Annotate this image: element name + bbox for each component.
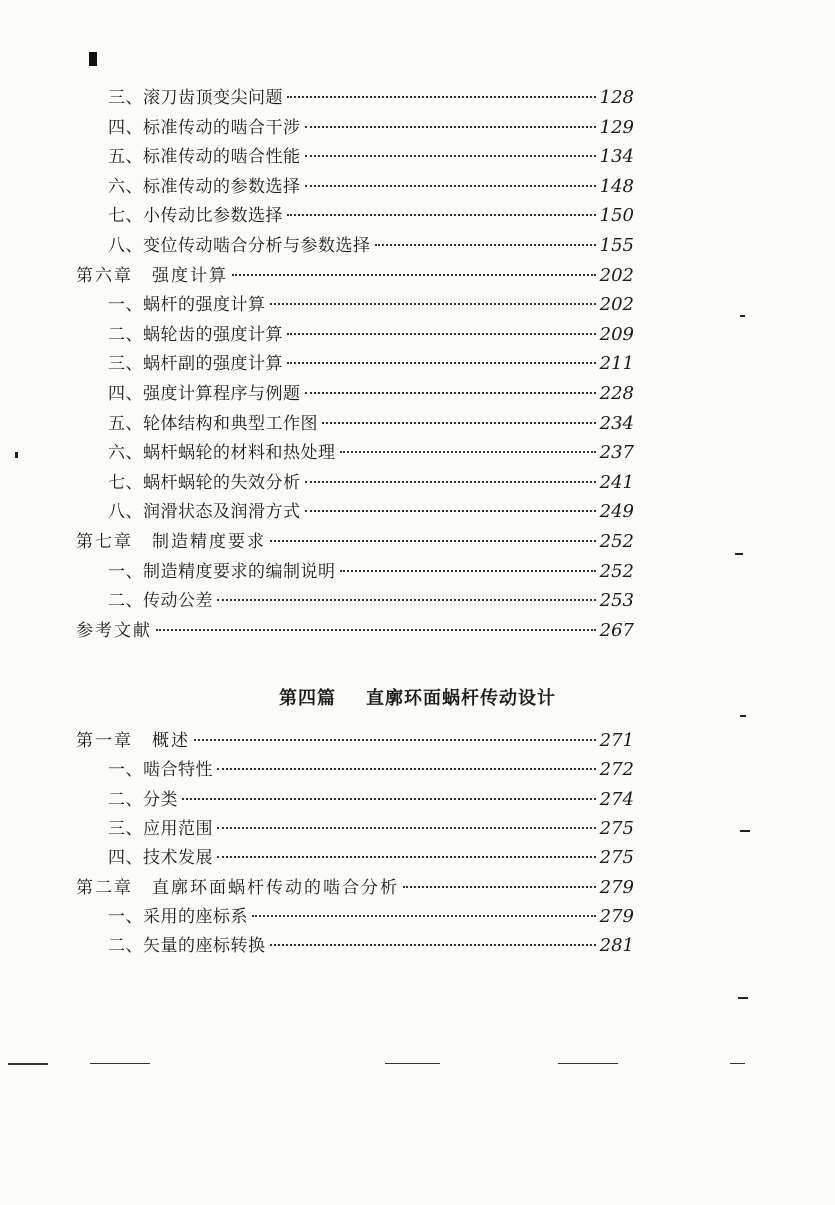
- toc-entry-title: 一、蜗杆的强度计算: [108, 295, 266, 316]
- toc-section-row: [108, 932, 634, 960]
- dot-leader: [375, 244, 596, 246]
- toc-section-row: [108, 173, 634, 201]
- dot-leader: [340, 570, 596, 572]
- toc-section-row: [108, 558, 634, 586]
- toc-section-row: [108, 903, 634, 931]
- toc-section-row: [108, 202, 634, 230]
- toc-page-number: 241: [599, 471, 634, 493]
- dot-leader: [305, 155, 596, 157]
- toc-entry-title: 参考文献: [76, 620, 152, 641]
- toc-section-row: [108, 498, 634, 526]
- toc-section-row: [108, 410, 634, 438]
- toc-page-number: 129: [599, 116, 634, 138]
- dot-leader: [217, 856, 596, 858]
- toc-entry-title: 七、蜗杆蜗轮的失效分析: [108, 472, 301, 493]
- toc-entry-title: 二、蜗轮齿的强度计算: [108, 324, 283, 345]
- toc-section-row: [108, 756, 634, 784]
- toc-entry-title: 三、滚刀齿顶变尖问题: [108, 88, 283, 108]
- dot-leader: [182, 798, 596, 800]
- toc-page-number: 279: [599, 905, 634, 927]
- toc-page-number: 211: [599, 353, 634, 375]
- toc-page-number: 202: [599, 264, 634, 286]
- scan-speck: [735, 553, 743, 555]
- toc-entry-title: 三、应用范围: [108, 818, 213, 839]
- toc-chapter-row: [76, 528, 634, 556]
- toc-entry-title: 一、采用的座标系: [108, 906, 248, 927]
- scan-speck: [740, 315, 745, 317]
- toc-chapter-row: [76, 617, 634, 645]
- toc-entry-title: 四、强度计算程序与例题: [108, 384, 301, 404]
- toc-section-row: [108, 439, 634, 467]
- toc-section-row: [108, 291, 634, 319]
- scan-rule: [730, 1063, 745, 1064]
- toc-page-number: 128: [599, 87, 634, 108]
- dot-leader: [305, 510, 596, 512]
- toc-entry-title: 五、轮体结构和典型工作图: [108, 413, 318, 434]
- dot-leader: [305, 126, 596, 128]
- toc-section-row: [108, 321, 634, 349]
- toc-entry-title: 第七章 制造精度要求: [76, 532, 266, 552]
- toc-page-number: 275: [599, 817, 634, 839]
- toc-page-number: 252: [599, 560, 634, 582]
- toc-page-number: 202: [599, 294, 634, 316]
- toc-entry-title: 七、小传动比参数选择: [108, 206, 283, 227]
- dot-leader: [305, 481, 596, 483]
- toc-entry-title: 八、润滑状态及润滑方式: [108, 502, 301, 523]
- toc-page-number: 237: [599, 442, 634, 464]
- dot-leader: [232, 274, 596, 276]
- dot-leader: [322, 422, 596, 424]
- dot-leader: [252, 915, 596, 917]
- toc-section-row: [108, 114, 634, 142]
- toc-entry-title: 一、制造精度要求的编制说明: [108, 561, 336, 582]
- scan-rule: [385, 1063, 440, 1064]
- toc-page-number: 249: [599, 501, 634, 523]
- dot-leader: [217, 599, 596, 601]
- toc-chapter-row: [76, 874, 634, 902]
- toc-entry-title: 六、蜗杆蜗轮的材料和热处理: [108, 443, 336, 464]
- scan-rule: [90, 1063, 150, 1064]
- dot-leader: [287, 362, 596, 364]
- toc-entry-title: 第一章 概述: [76, 731, 190, 751]
- toc-page-number: 150: [599, 205, 634, 227]
- toc-section-row: [108, 143, 634, 171]
- toc-section-row: [108, 815, 634, 843]
- dot-leader: [194, 739, 596, 741]
- dot-leader: [156, 629, 596, 631]
- dot-leader: [340, 451, 596, 453]
- toc-entry-title: 第六章 强度计算: [76, 265, 228, 286]
- dot-leader: [270, 944, 596, 946]
- scan-speck: [740, 715, 746, 717]
- toc-page-number: 274: [599, 788, 634, 810]
- toc-entry-title: 四、标准传动的啮合干涉: [108, 117, 301, 138]
- toc-page-number: 275: [599, 847, 634, 869]
- toc-section-row: [108, 350, 634, 378]
- toc-section-row: [108, 786, 634, 814]
- toc-page-number: 252: [599, 531, 634, 552]
- toc-entry-title: 二、分类: [108, 789, 178, 810]
- toc-entry-title: 六、标准传动的参数选择: [108, 176, 301, 197]
- toc-page-number: 148: [599, 175, 634, 197]
- toc-page-number: 234: [599, 412, 634, 434]
- toc-page-number: 271: [599, 730, 634, 751]
- toc-page-number: 228: [599, 383, 634, 404]
- toc-section-row: [108, 232, 634, 260]
- toc-page-number: 253: [599, 590, 634, 612]
- dot-leader: [403, 886, 596, 888]
- toc-page-number: 272: [599, 759, 634, 781]
- part-name: 直廓环面蜗杆传动设计: [366, 688, 556, 709]
- toc-page-number: 267: [599, 619, 634, 641]
- dot-leader: [270, 303, 596, 305]
- dot-leader: [270, 540, 596, 542]
- toc-section-row: [108, 380, 634, 408]
- toc-chapter-row: [76, 262, 634, 290]
- dot-leader: [217, 768, 596, 770]
- toc-entry-title: 一、啮合特性: [108, 760, 213, 781]
- toc-entry-title: 四、技术发展: [108, 848, 213, 869]
- toc-entry-title: 三、蜗杆副的强度计算: [108, 354, 283, 375]
- toc-section-row: [108, 587, 634, 615]
- toc-page-number: 209: [599, 323, 634, 345]
- toc-section-row: [108, 84, 634, 112]
- dot-leader: [217, 827, 596, 829]
- dot-leader: [287, 214, 596, 216]
- dot-leader: [287, 333, 596, 335]
- dot-leader: [287, 96, 596, 98]
- toc-page-number: 134: [599, 146, 634, 168]
- toc-entry-title: 二、传动公差: [108, 591, 213, 612]
- toc-page-number: 281: [599, 935, 634, 957]
- toc-entry-title: 第二章 直廓环面蜗杆传动的啮合分析: [76, 877, 399, 898]
- scan-rule: [558, 1063, 618, 1064]
- toc-section-row: [108, 469, 634, 497]
- scan-speck: [740, 830, 750, 832]
- toc-page-number: 279: [599, 876, 634, 898]
- toc-chapter-row: [76, 727, 634, 755]
- part-number: 第四篇: [279, 688, 336, 709]
- toc-entry-title: 二、矢量的座标转换: [108, 936, 266, 957]
- corner-mark: [89, 52, 97, 66]
- dot-leader: [305, 185, 596, 187]
- toc-section-row: [108, 844, 634, 872]
- toc-page-number: 155: [599, 235, 634, 256]
- part-title: [0, 684, 835, 710]
- scan-speck: [738, 997, 748, 999]
- scan-speck: [15, 452, 18, 458]
- toc-entry-title: 五、标准传动的啮合性能: [108, 147, 301, 168]
- dot-leader: [305, 392, 596, 394]
- toc-entry-title: 八、变位传动啮合分析与参数选择: [108, 236, 371, 256]
- scan-rule: [8, 1063, 48, 1065]
